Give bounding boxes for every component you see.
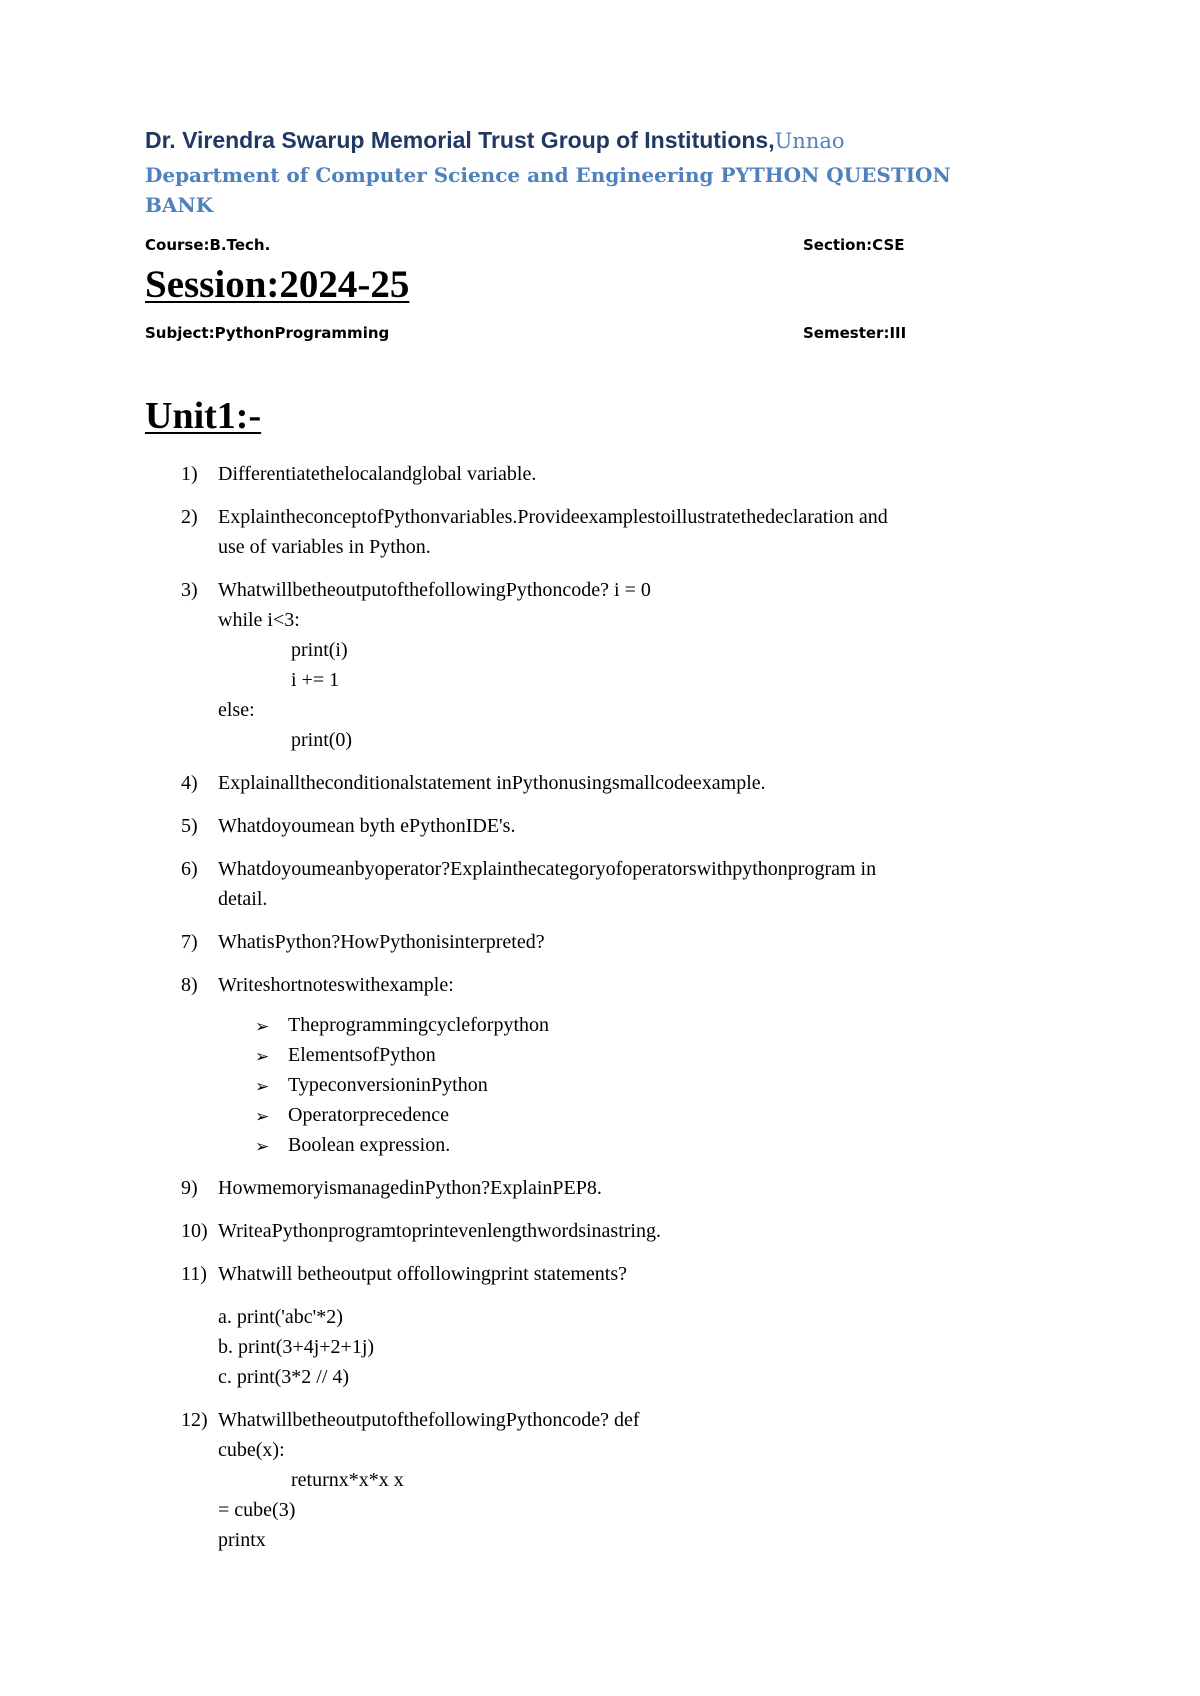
arrow-bullet-icon: ➢ [255, 1017, 270, 1037]
code-line: print(0) [291, 729, 353, 751]
question-text: WriteaPythonprogramtoprintevenlengthwordsinastring. [218, 1220, 661, 1242]
code-line: = cube(3) [218, 1499, 296, 1521]
question-number: 5) [181, 815, 198, 837]
question-number: 7) [181, 931, 198, 953]
question-text: Whatwill betheoutput offollowingprint statements? [218, 1263, 627, 1285]
question-number: 3) [181, 579, 198, 601]
question-number: 9) [181, 1177, 198, 1199]
question-text-continued: detail. [218, 888, 268, 910]
arrow-bullet-icon: ➢ [255, 1047, 270, 1067]
question-number: 4) [181, 772, 198, 794]
sub-item: c. print(3*2 // 4) [218, 1366, 350, 1388]
question-text: Whatdoyoumeanbyoperator?Explainthecategoryofoperatorswithpythonprogram in [218, 858, 877, 880]
question-text: Writeshortnoteswithexample: [218, 974, 454, 996]
section-label: Section:CSE [803, 236, 905, 254]
unit-heading: Unit1:- [145, 395, 262, 437]
arrow-bullet-icon: ➢ [255, 1137, 270, 1157]
semester-label: Semester:III [803, 324, 907, 342]
session-heading: Session:2024-25 [145, 263, 410, 306]
code-line: cube(x): [218, 1439, 285, 1461]
question-number: 12) [181, 1409, 208, 1431]
code-line: printx [218, 1529, 266, 1551]
question-number: 2) [181, 506, 198, 528]
question-text: Whatdoyoumean byth ePythonIDE's. [218, 815, 516, 837]
bullet-item: Boolean expression. [288, 1134, 451, 1156]
question-text-continued: use of variables in Python. [218, 536, 431, 558]
institution-name [145, 127, 845, 154]
code-line: returnx*x*x x [291, 1469, 404, 1491]
bullet-item: Operatorprecedence [288, 1104, 449, 1126]
bullet-item: ElementsofPython [288, 1044, 436, 1066]
question-text: Differentiatethelocalandglobal variable. [218, 463, 537, 485]
institution-city: Unnao [774, 129, 845, 153]
bullet-item: Theprogrammingcycleforpython [288, 1014, 550, 1036]
question-text: ExplaintheconceptofPythonvariables.Provideexamplestoillustratethedeclaration and [218, 506, 888, 528]
code-line: print(i) [291, 639, 348, 661]
arrow-bullet-icon: ➢ [255, 1077, 270, 1097]
code-line: while i<3: [218, 609, 300, 631]
question-number: 1) [181, 463, 198, 485]
arrow-bullet-icon: ➢ [255, 1107, 270, 1127]
question-text: Explainalltheconditionalstatement inPythonusingsmallcodeexample. [218, 772, 766, 794]
question-number: 11) [181, 1263, 207, 1285]
question-text: WhatwillbetheoutputofthefollowingPythoncode? i = 0 [218, 579, 651, 601]
question-text: HowmemoryismanagedinPython?ExplainPEP8. [218, 1177, 602, 1199]
course-label: Course:B.Tech. [145, 236, 271, 254]
question-text: WhatwillbetheoutputofthefollowingPythoncode? def [218, 1409, 640, 1431]
code-line: else: [218, 699, 255, 721]
question-number: 8) [181, 974, 198, 996]
department-title: Department of Computer Science and Engineering PYTHON QUESTION BANK [145, 163, 951, 217]
question-number: 10) [181, 1220, 208, 1242]
sub-item: a. print('abc'*2) [218, 1306, 343, 1328]
sub-item: b. print(3+4j+2+1j) [218, 1336, 375, 1358]
question-number: 6) [181, 858, 198, 880]
question-text: WhatisPython?HowPythonisinterpreted? [218, 931, 545, 953]
subject-label: Subject:PythonProgramming [145, 324, 390, 342]
bullet-item: TypeconversioninPython [288, 1074, 488, 1096]
institution-label: Dr. Virendra Swarup Memorial Trust Group of Institutions, [145, 127, 775, 153]
code-line: i += 1 [291, 669, 340, 691]
